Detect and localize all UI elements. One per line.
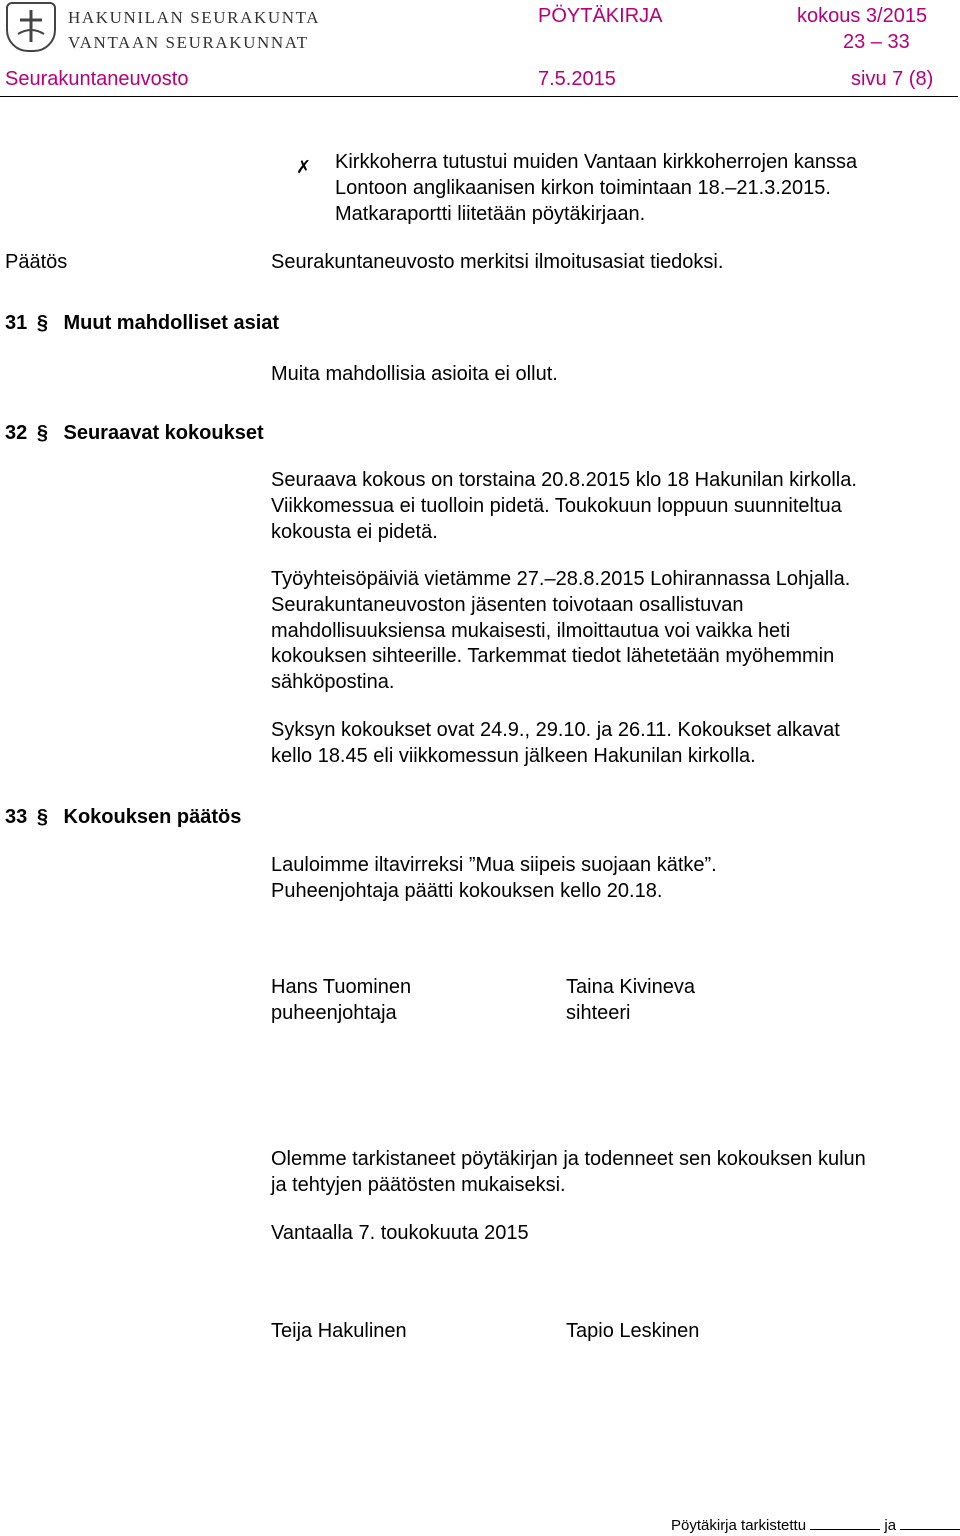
section-heading-33 bbox=[5, 804, 241, 830]
section-33-text bbox=[271, 853, 717, 905]
header-divider bbox=[0, 96, 958, 97]
bullet-line: Kirkkoherra tutustui muiden Vantaan kirkkoherrojen kanssa bbox=[335, 151, 858, 173]
initials-line-1 bbox=[810, 1514, 880, 1530]
document-type: PÖYTÄKIRJA bbox=[538, 5, 663, 27]
text-line: kokouksen sihteerille. Tarkemmat tiedot lähetetään myöhemmin bbox=[271, 645, 835, 668]
decision-text: Seurakuntaneuvosto merkitsi ilmoitusasiat tiedoksi. bbox=[271, 251, 724, 273]
section-number: 32 bbox=[5, 422, 28, 444]
governing-body: Seurakuntaneuvosto bbox=[5, 68, 189, 90]
place-and-date: Vantaalla 7. toukokuuta 2015 bbox=[271, 1222, 529, 1244]
secretary-signature bbox=[566, 975, 695, 1027]
section-number: 33 bbox=[5, 806, 28, 828]
text-line: Viikkomessua ei tuolloin pidetä. Toukokuun loppuun suunniteltua bbox=[271, 494, 842, 517]
reviewer-2-name: Tapio Leskinen bbox=[566, 1320, 700, 1342]
text-line: Työyhteisöpäiviä vietämme 27.–28.8.2015 Lohirannassa Lohjalla. bbox=[271, 568, 851, 590]
text-line: kokousta ei pidetä. bbox=[271, 520, 438, 543]
section-sign-icon: § bbox=[36, 422, 48, 444]
text-line: Seurakuntaneuvoston jäsenten toivotaan osallistuvan bbox=[271, 593, 744, 616]
secretary-name: Taina Kivineva bbox=[566, 976, 695, 998]
meeting-date: 7.5.2015 bbox=[538, 68, 616, 90]
page-indicator: sivu 7 (8) bbox=[851, 68, 934, 90]
reviewer-1-name: Teija Hakulinen bbox=[271, 1320, 407, 1342]
text-line: mahdollisuuksiensa mukaisesti, ilmoittautua voi vaikka heti bbox=[271, 619, 791, 642]
section-title: Muut mahdolliset asiat bbox=[63, 312, 280, 334]
section-sign-icon: § bbox=[36, 806, 48, 828]
section-title: Kokouksen päätös bbox=[63, 806, 242, 828]
section-range: 23 – 33 bbox=[843, 31, 910, 53]
section-32-paragraph-1 bbox=[271, 468, 857, 545]
section-heading-32 bbox=[5, 420, 264, 446]
chair-signature bbox=[271, 975, 411, 1027]
secretary-role: sihteeri bbox=[566, 1001, 631, 1024]
decision-label: Päätös bbox=[5, 251, 68, 273]
organization-logo bbox=[0, 0, 321, 56]
meeting-number: kokous 3/2015 bbox=[797, 5, 928, 27]
bullet-item bbox=[335, 150, 857, 227]
footer-and-label: ja bbox=[884, 1517, 897, 1534]
text-line: Syksyn kokoukset ovat 24.9., 29.10. ja 26.11. Kokoukset alkavat bbox=[271, 719, 840, 741]
bullet-line: Matkaraportti liitetään pöytäkirjaan. bbox=[335, 202, 646, 225]
section-31-text: Muita mahdollisia asioita ei ollut. bbox=[271, 363, 558, 385]
review-statement bbox=[271, 1147, 866, 1199]
text-line: Lauloimme iltavirreksi ”Mua siipeis suojaan kätke”. bbox=[271, 854, 717, 876]
section-32-paragraph-2 bbox=[271, 567, 850, 696]
text-line: sähköpostina. bbox=[271, 671, 395, 694]
section-32-paragraph-3 bbox=[271, 718, 840, 770]
text-line: Seuraava kokous on torstaina 20.8.2015 klo 18 Hakunilan kirkolla. bbox=[271, 469, 857, 491]
bullet-line: Lontoon anglikaanisen kirkon toimintaan 18.–21.3.2015. bbox=[335, 176, 831, 199]
initials-line-2 bbox=[900, 1514, 960, 1530]
text-line: Olemme tarkistaneet pöytäkirjan ja todenneet sen kokouksen kulun bbox=[271, 1148, 866, 1170]
section-sign-icon: § bbox=[36, 312, 48, 334]
org-name-line2: VANTAAN SEURAKUNNAT bbox=[68, 33, 309, 52]
cross-mark-icon: ✗ bbox=[296, 157, 312, 177]
text-line: kello 18.45 eli viikkomessun jälkeen Hakunilan kirkolla. bbox=[271, 744, 756, 767]
chair-role: puheenjohtaja bbox=[271, 1001, 397, 1024]
crest-icon bbox=[6, 2, 56, 52]
footer-check bbox=[671, 1514, 960, 1536]
section-number: 31 bbox=[5, 312, 28, 334]
text-line: ja tehtyjen päätösten mukaiseksi. bbox=[271, 1173, 566, 1196]
chair-name: Hans Tuominen bbox=[271, 976, 412, 998]
section-heading-31 bbox=[5, 310, 279, 336]
footer-checked-label: Pöytäkirja tarkistettu bbox=[671, 1517, 807, 1534]
text-line: Puheenjohtaja päätti kokouksen kello 20.18. bbox=[271, 879, 663, 902]
org-name-line1: HAKUNILAN SEURAKUNTA bbox=[68, 8, 321, 27]
section-title: Seuraavat kokoukset bbox=[63, 422, 264, 444]
